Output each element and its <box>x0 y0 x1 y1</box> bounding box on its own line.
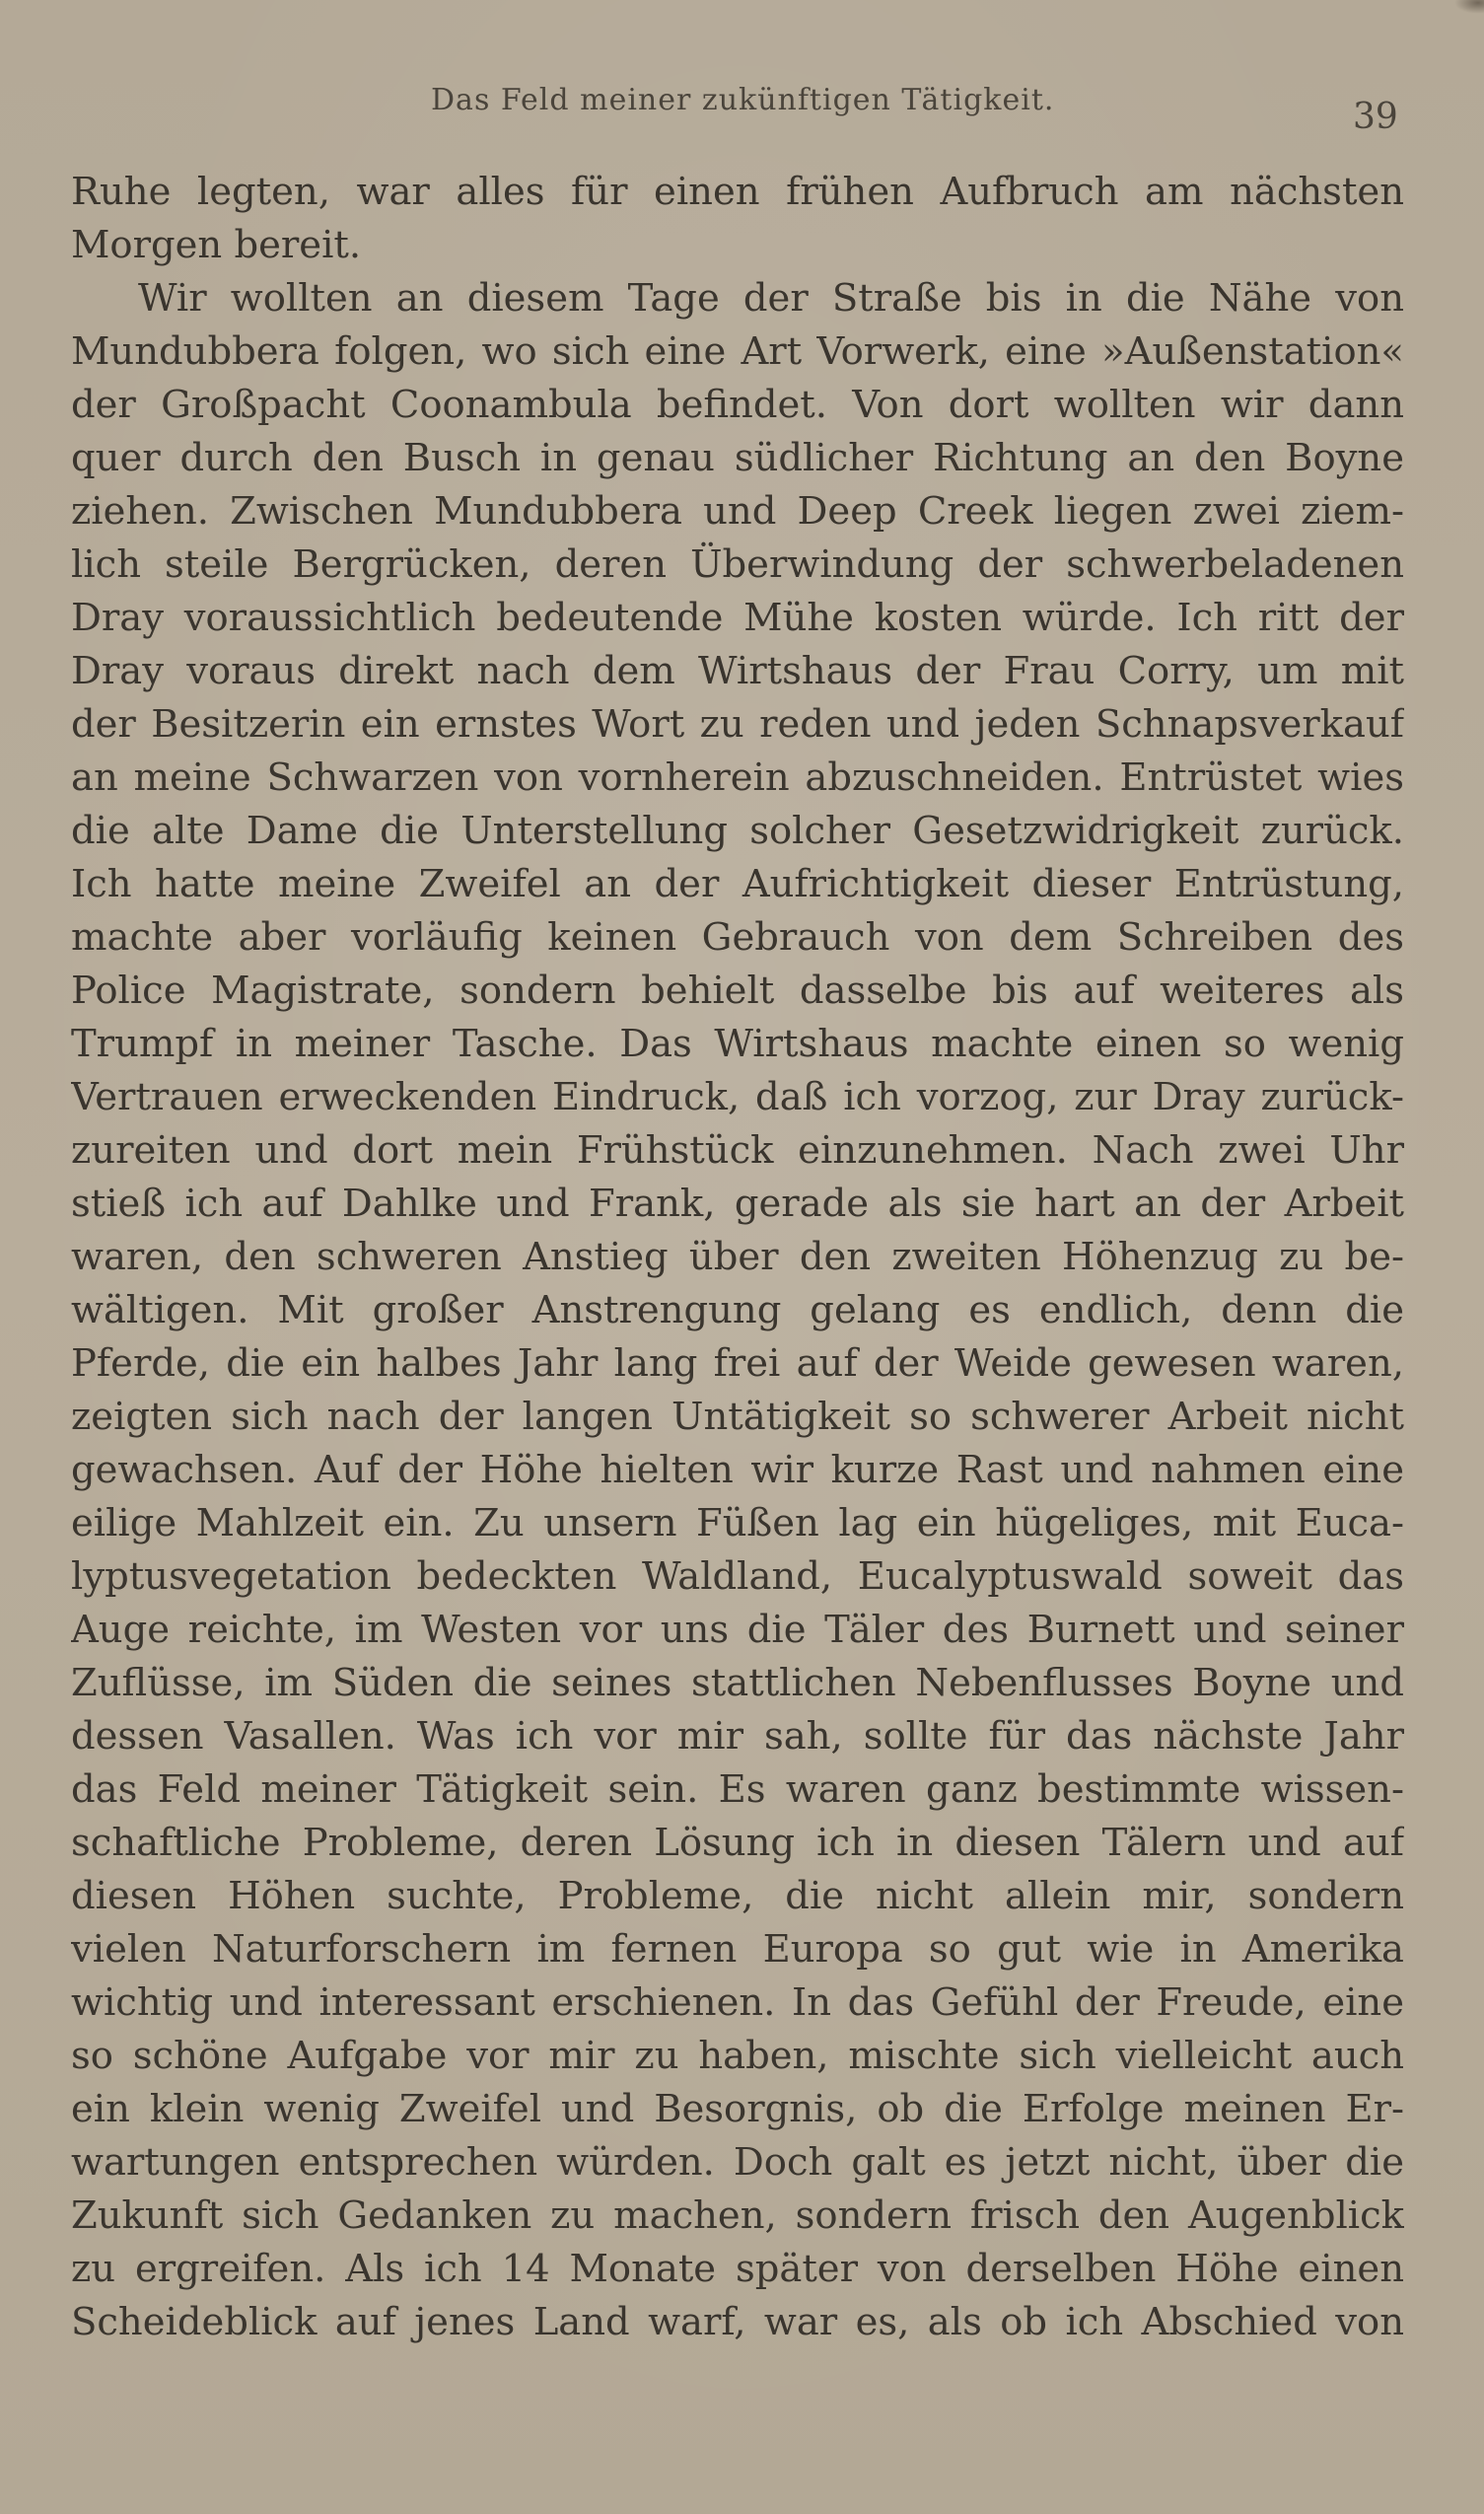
page-corner-mark <box>1454 0 1484 14</box>
text-line: das Feld meiner Tätigkeit sein. Es waren ganz bestimmte wissen- <box>71 1767 1404 1812</box>
text-line: stieß ich auf Dahlke und Frank, gerade als sie hart an der Arbeit <box>71 1182 1404 1226</box>
text-line: machte aber vorläufig keinen Gebrauch von dem Schreiben des <box>71 915 1404 960</box>
text-line: die alte Dame die Unterstellung solcher Gesetzwidrigkeit zurück. <box>71 809 1404 853</box>
text-line: zu ergreifen. Als ich 14 Monate später von derselben Höhe einen <box>71 2247 1404 2291</box>
text-line: ein klein wenig Zweifel und Besorgnis, ob die Erfolge meinen Er- <box>71 2087 1404 2131</box>
page-number: 39 <box>1353 97 1398 137</box>
text-line: Morgen bereit. <box>71 223 362 267</box>
text-line: Dray voraussichtlich bedeutende Mühe kosten würde. Ich ritt der <box>71 596 1404 640</box>
running-head <box>0 83 1484 137</box>
text-line: Wir wollten an diesem Tage der Straße bis in die Nähe von <box>138 276 1404 321</box>
text-line: Ruhe legten, war alles für einen frühen Aufbruch am nächsten <box>71 170 1404 214</box>
text-line: Ich hatte meine Zweifel an der Aufrichtigkeit dieser Entrüstung, <box>71 862 1404 906</box>
text-line: Zuflüsse, im Süden die seines stattlichen Nebenflusses Boyne und <box>71 1661 1404 1705</box>
text-line: Trumpf in meiner Tasche. Das Wirtshaus machte einen so wenig <box>71 1022 1404 1066</box>
body-text <box>71 166 1404 2349</box>
running-head-title: Das Feld meiner zukünftigen Tätigkeit. <box>431 83 1055 117</box>
text-line: waren, den schweren Anstieg über den zweiten Höhenzug zu be- <box>71 1235 1404 1279</box>
text-line: der Besitzerin ein ernstes Wort zu reden und jeden Schnapsverkauf <box>71 702 1404 747</box>
text-line: eilige Mahlzeit ein. Zu unsern Füßen lag ein hügeliges, mit Euca- <box>71 1501 1404 1545</box>
text-line: Auge reichte, im Westen vor uns die Täler des Burnett und seiner <box>71 1608 1404 1652</box>
text-line: quer durch den Busch in genau südlicher Richtung an den Boyne <box>71 436 1404 480</box>
text-line: Zukunft sich Gedanken zu machen, sondern frisch den Augenblick <box>71 2193 1404 2238</box>
text-line: lyptusvegetation bedeckten Waldland, Eucalyptuswald soweit das <box>71 1554 1404 1599</box>
text-line: vielen Naturforschern im fernen Europa so gut wie in Amerika <box>71 1927 1404 1972</box>
text-line: wältigen. Mit großer Anstrengung gelang es endlich, denn die <box>71 1288 1404 1332</box>
text-line: an meine Schwarzen von vornherein abzuschneiden. Entrüstet wies <box>71 755 1404 800</box>
text-line: gewachsen. Auf der Höhe hielten wir kurze Rast und nahmen eine <box>71 1448 1404 1492</box>
text-line: Police Magistrate, sondern behielt dasselbe bis auf weiteres als <box>71 969 1404 1013</box>
text-line: lich steile Bergrücken, deren Überwindung der schwerbeladenen <box>71 542 1404 587</box>
text-line: so schöne Aufgabe vor mir zu haben, mischte sich vielleicht auch <box>71 2034 1404 2078</box>
text-line: zeigten sich nach der langen Untätigkeit so schwerer Arbeit nicht <box>71 1395 1404 1439</box>
text-line: dessen Vasallen. Was ich vor mir sah, sollte für das nächste Jahr <box>71 1714 1404 1759</box>
text-line: diesen Höhen suchte, Probleme, die nicht allein mir, sondern <box>71 1874 1404 1918</box>
text-line: ziehen. Zwischen Mundubbera und Deep Creek liegen zwei ziem- <box>71 489 1404 534</box>
text-line: Mundubbera folgen, wo sich eine Art Vorwerk, eine »Außenstation« <box>71 329 1404 374</box>
text-line: schaftliche Probleme, deren Lösung ich in diesen Tälern und auf <box>71 1821 1404 1865</box>
text-line: Vertrauen erweckenden Eindruck, daß ich vorzog, zur Dray zurück- <box>71 1075 1404 1119</box>
text-line: wartungen entsprechen würden. Doch galt es jetzt nicht, über die <box>71 2140 1404 2185</box>
text-line: wichtig und interessant erschienen. In das Gefühl der Freude, eine <box>71 1980 1404 2025</box>
text-line: der Großpacht Coonambula befindet. Von dort wollten wir dann <box>71 383 1404 427</box>
text-line: zureiten und dort mein Frühstück einzunehmen. Nach zwei Uhr <box>71 1128 1404 1173</box>
text-line: Dray voraus direkt nach dem Wirtshaus der Frau Corry, um mit <box>71 649 1404 693</box>
text-line: Scheideblick auf jenes Land warf, war es, als ob ich Abschied von <box>71 2300 1404 2344</box>
text-line: Pferde, die ein halbes Jahr lang frei auf der Weide gewesen waren, <box>71 1341 1404 1386</box>
